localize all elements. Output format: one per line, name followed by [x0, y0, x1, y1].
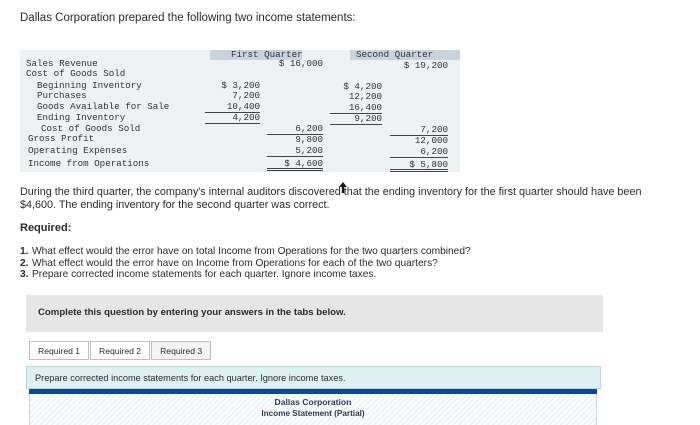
label-income-from-operations: Income from Operations	[28, 158, 150, 169]
q1-income-from-operations: $ 4,600	[267, 157, 323, 171]
intro-text: Dallas Corporation prepared the following two income statements:	[20, 12, 356, 24]
label-cost-of-goods-sold: Cost of Goods Sold	[41, 123, 141, 134]
q2-income-from-operations: $ 5,800	[390, 158, 448, 172]
first-quarter-header: First Quarter	[231, 49, 303, 60]
requirement-tabs	[29, 341, 212, 360]
label-beginning-inventory: Beginning Inventory	[37, 80, 142, 91]
question-list	[20, 246, 471, 281]
q1-ending-inventory: 4,200	[205, 113, 260, 124]
label-goods-available: Goods Available for Sale	[37, 101, 170, 112]
q2-ending-inventory: 9,200	[330, 114, 382, 125]
q2-gross-profit: 12,000	[414, 135, 448, 146]
q2-sales-revenue: $ 19,200	[403, 60, 448, 71]
q1-sales-revenue: $ 16,000	[278, 58, 323, 69]
tab-required-2[interactable]: Required 2	[90, 341, 150, 360]
label-sales-revenue: Sales Revenue	[26, 58, 98, 69]
q1-beginning-inventory: $ 3,200	[221, 80, 260, 91]
question-item: 2. What effect would the error have on Income from Operations for each of the two quarters?	[20, 257, 438, 269]
label-operating-expenses: Operating Expenses	[28, 145, 128, 156]
second-quarter-header: Second Quarter	[356, 49, 434, 60]
answer-company-name: Dallas Corporation	[274, 397, 352, 407]
complete-question-banner: Complete this question by entering your answers in the tabs below.	[26, 295, 603, 332]
required-heading: Required:	[20, 222, 72, 234]
answer-statement-title: Income Statement (Partial)	[261, 409, 365, 418]
label-gross-profit: Gross Profit	[28, 133, 95, 144]
question-item: 3. Prepare corrected income statements for each quarter. Ignore income taxes.	[20, 269, 377, 281]
q1-goods-available: 10,400	[205, 101, 260, 113]
q2-beginning-inventory: $ 4,200	[343, 81, 382, 92]
audit-paragraph: During the third quarter, the company's internal auditors discovered that the ending inventory for the first quarter should have been $4,600. The ending inventory for the second quarter was correct.	[20, 186, 642, 211]
question-item: 1. What effect would the error have on total Income from Operations for the two quarters combined?	[20, 246, 471, 257]
tab-required-3[interactable]: Required 3	[151, 341, 211, 360]
answer-statement-header	[29, 394, 597, 425]
q2-purchases: 12,200	[348, 91, 382, 102]
active-tab-prompt: Prepare corrected income statements for each quarter. Ignore income taxes.	[26, 366, 601, 389]
q1-purchases: 7,200	[232, 90, 260, 101]
q1-cost-of-goods-sold: 6,200	[267, 124, 323, 135]
label-ending-inventory: Ending Inventory	[37, 112, 126, 123]
tab-required-1[interactable]: Required 1	[29, 341, 89, 360]
q1-gross-profit: 9,800	[295, 134, 323, 145]
q2-goods-available: 16,400	[330, 102, 382, 114]
q1-operating-expenses: 5,200	[267, 146, 323, 157]
income-statements-table	[20, 46, 460, 172]
q2-cost-of-goods-sold: 7,200	[390, 125, 448, 136]
label-purchases: Purchases	[37, 90, 87, 101]
label-cogs-header: Cost of Goods Sold	[26, 68, 126, 79]
q2-operating-expenses: 6,200	[390, 147, 448, 158]
